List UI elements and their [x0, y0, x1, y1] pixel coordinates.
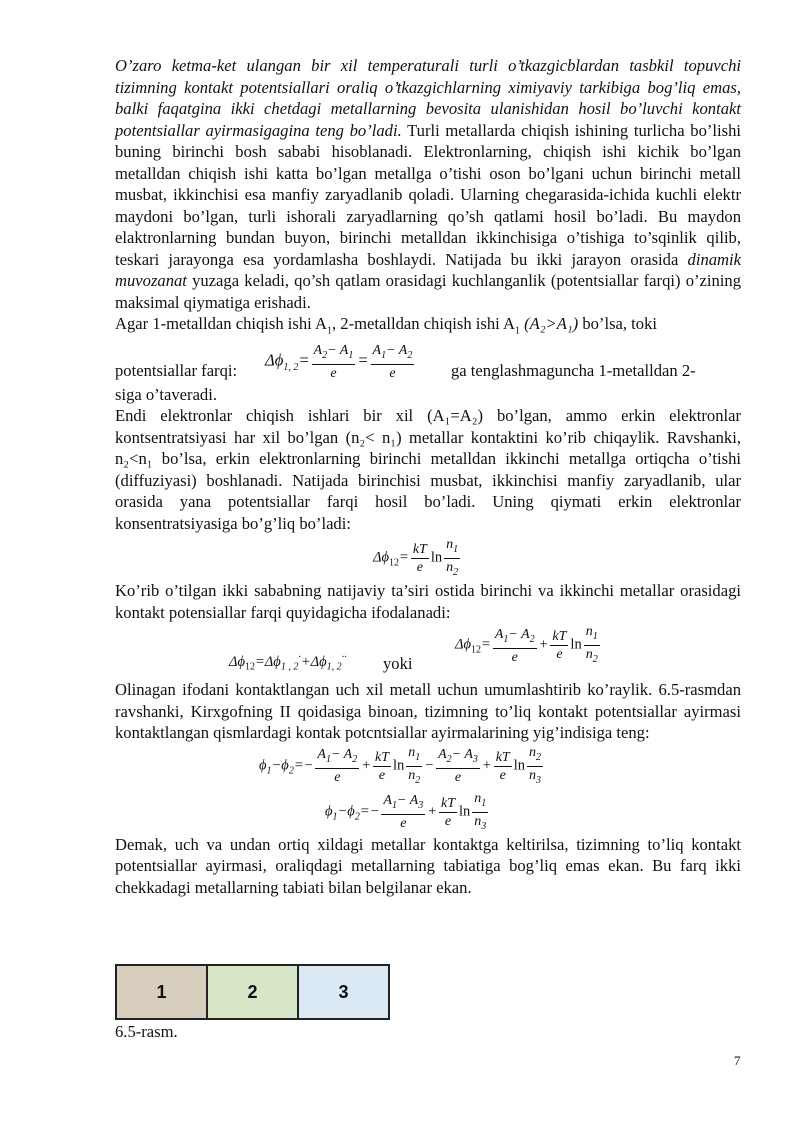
figure-caption: 6.5-rasm. [115, 1022, 178, 1041]
paragraph-2 [115, 313, 741, 342]
page-number: 7 [734, 1053, 741, 1068]
metal-box-1: 1 [117, 966, 208, 1018]
text: Turli metallarda chiqish ishining turlicha bo’lishi buning birinchi bosh sababi hisoblanadi. Elektronlarning, chiqish ishi kichik bo’lgan metalldan chiqish ishi katta bo’lgan metallga o’tishi oson bo’lgani uchun birinchi metall musbat, ikkinchisi esa manfiy zaryadlanib qoladi. Ularning chegarasida-ichida kuchli elektr maydoni bo’lgan, turli ishorali zaryadlarning qo’sh qatlami hosil bo’ladi. Bu maydon elaktronlarning bundan buyon, birinchi metalldan ikkinchisiga o’tishiga to’sqinlik qilib, teskari jarayonga esa yordamlasha boshlaydi. Natijada bu ikki jarayon orasida [115, 120, 741, 269]
paragraph-4: Ko’rib o’tilgan ikki sababning natijaviy ta’siri ostida birinchi va ikkinchi metallar orasidagi kontakt potensiallar farqi quyidagicha ifodalanadi: [115, 581, 741, 622]
equation-work-function: $\Delta\phi_{1, 2}=$ $\frac{A_2- A_1}{e}$ = $\frac{A_1- A_2}{e}$ [265, 342, 413, 381]
yoki-label: yoki [383, 654, 413, 674]
paragraph-1 [115, 55, 741, 313]
subscript: 1 [514, 325, 520, 337]
metal-box-2: 2 [208, 966, 299, 1018]
label: potentsiallar farqi: [115, 360, 238, 380]
text: bo’lsa, toki [578, 314, 657, 333]
text: Agar 1-metalldan chiqish ishi A [115, 314, 327, 333]
equation-row-2: $\Delta\phi_{12}=\Delta\phi_{1 , 2}^\cdot+\Delta\phi_{1, 2}^{\cdot\cdot}$ yoki $\Delta\phi_{12}=$ $\frac{A_1- A_2}{e}$ + $\frac{kT}{e}$ ln $\frac{n_1}{n_2}$ [229, 624, 598, 674]
text: ga tenglashmaguncha 1-metalldan 2- [451, 360, 696, 380]
subscript: 1 [327, 325, 332, 337]
paragraph-3: Endi elektronlar chiqish ishlari bir xil (A₁=A₂) bo’lgan, ammo erkin elektronlar kontsentratsiyasi har xil bo’lgan (n₂< n₁) metallar kontaktini ko’rib chiqaylik. Ravshanki, n₂<n₁ bo’lsa, erkin elektronlarning birinchi metalldan ikkinchi metallga ortiqcha o’tishi (diffuziyasi) boshlanadi. Natijada birinchisi musbat, ikkinchisi manfiy zaryadlanib, ular orasida yana potentsiallar farqi hosil bo’ladi. Uning qiymati erkin elektronlar konsentratsiyasiga bo’g’liq bo’ladi: [115, 406, 741, 533]
equation-three-metals-2: $\phi_1-\phi_2=-$ $\frac{A_1- A_3}{e}$ + $\frac{kT}{e}$ ln $\frac{n_1}{n_3}$ [325, 790, 487, 832]
metal-box-3: 3 [299, 966, 388, 1018]
equation-row-1 [115, 342, 741, 386]
paragraph-6: Demak, uch va undan ortiq xildagi metallar kontaktga keltirilsa, tizimning to’liq kontakt potentsiallar ayirmasi, oraliqdagi metallarning tabiatiga bog’liq emas ekan. Bu farq ikki chekkadagi metallarning tabiati bilan belgilanar ekan. [115, 834, 741, 897]
condition: (A₂>A₁) [524, 314, 579, 333]
italic-lead: O’zaro ketma-ket ulangan bir xil temperaturali turli o’tkazgicblardan tasbkil topuvchi tizimning kontakt potentsiallari oraliq o’tkazgichlarning ximiyaviy tarkibiga bog’liq emas, balki faqatgina ikki chetdagi metallarning bevosita ulanishidan hosil bo’luvchi kontakt potentsiallar ayirmasigagina teng bo’ladi. [115, 56, 741, 140]
equation-concentration: $\Delta\phi_{12}=$ $\frac{kT}{e}$ ln $\frac{n_1}{n_2}$ [373, 537, 459, 578]
equation-three-metals-1: $\phi_1-\phi_2=-$ $\frac{A_1- A_2}{e}$ + $\frac{kT}{e}$ ln $\frac{n_1}{n_2}$ − $\frac{A_2- A_3}{e}$ + $\frac{kT}{e}$ ln $\frac{n_2}{n_3}$ [259, 744, 541, 786]
page-body [115, 55, 741, 898]
text: siga o’taveradi. [115, 384, 217, 404]
text: yuzaga keladi, qo’sh qatlam orasidagi kuchlanganlik (potentsiallar farqi) o’zining maksimal qiymatiga erishadi. [115, 271, 741, 312]
paragraph-5: Olinagan ifodani kontaktlangan uch xil metall uchun umumlashtirib ko’raylik. 6.5-rasmdan ravshanki, Kirxgofning II qoidasiga binoan, tizimning to’liq kontakt potentsiallar ayirmasi kontaktlangan qismlardagi kontak potcntsiallar ayirmalarining yig’indisiga teng: [115, 680, 741, 743]
text: , 2-metalldan chiqish ishi A [332, 314, 515, 333]
italic-term: dinamik muvozanat [115, 249, 741, 290]
figure-6-5 [115, 964, 390, 1020]
